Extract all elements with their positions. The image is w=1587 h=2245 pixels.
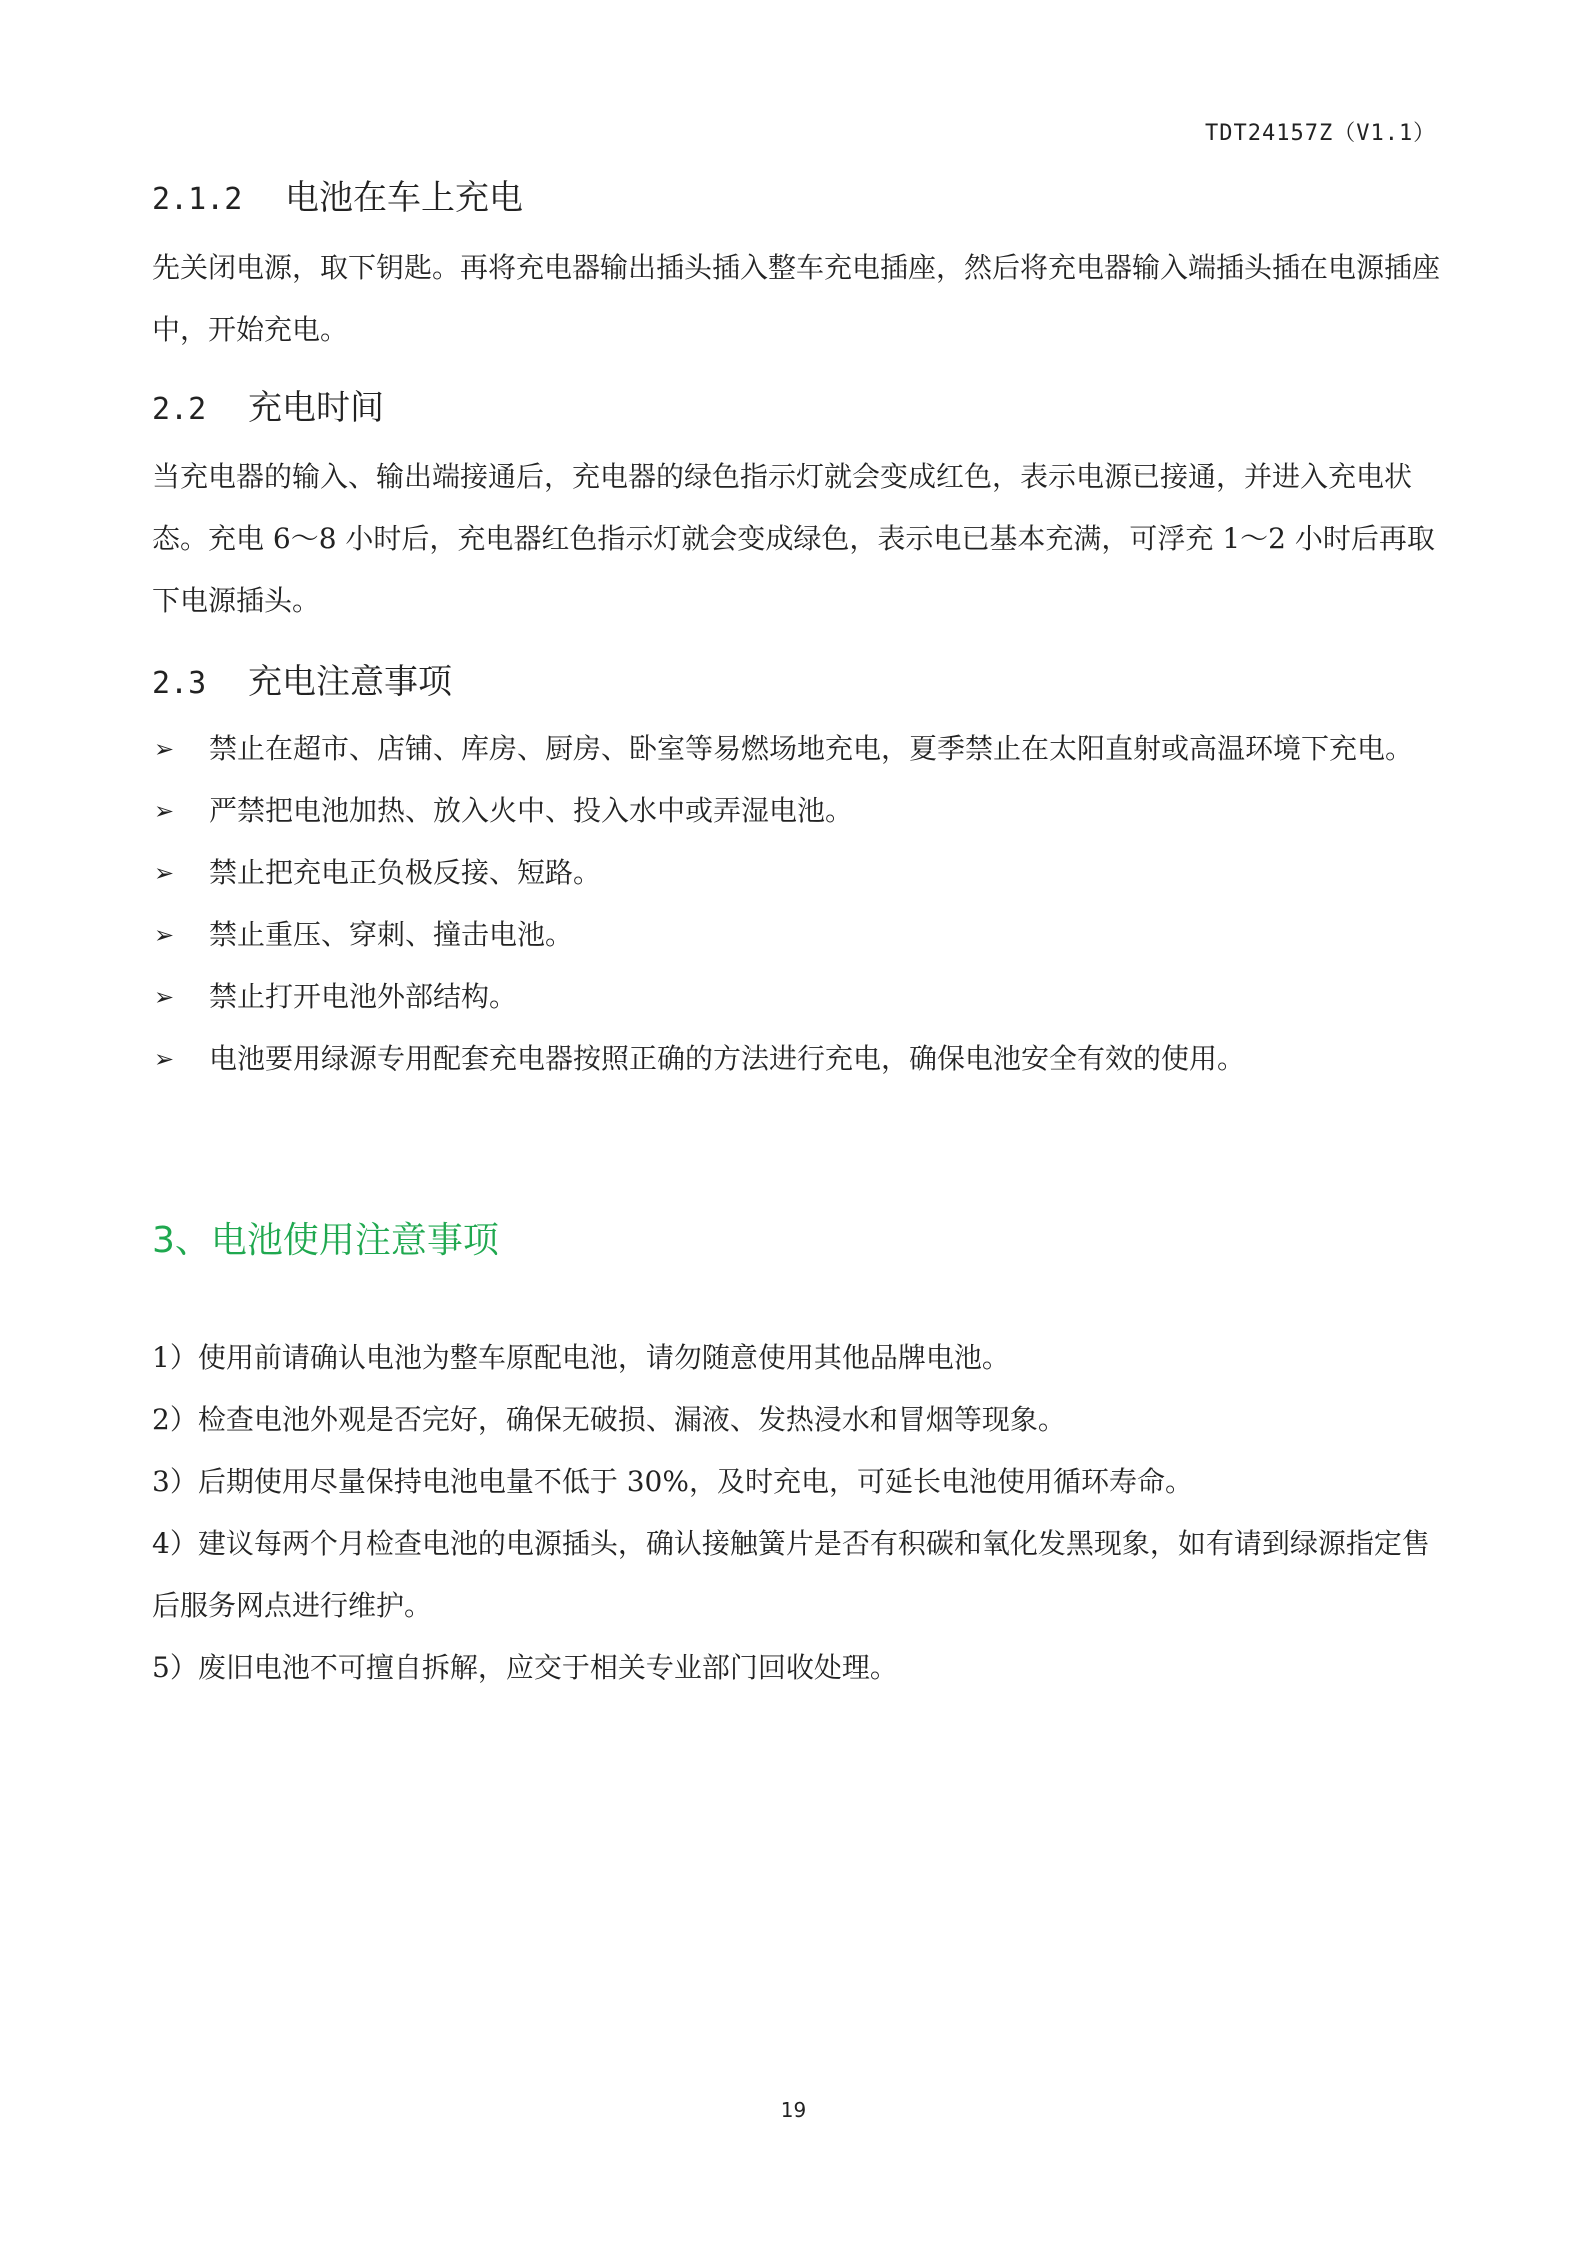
charging-precautions-list bbox=[152, 718, 1452, 1090]
list-item: 4）建议每两个月检查电池的电源插头，确认接触簧片是否有积碳和氧化发黑现象，如有请到绿源指定售后服务网点进行维护。 bbox=[152, 1527, 1430, 1622]
arrowhead-bullet-icon: ➢ bbox=[154, 921, 175, 949]
heading-number: 2.2 bbox=[152, 392, 207, 427]
list-item: ➢ 严禁把电池加热、放入火中、投入水中或弄湿电池。 bbox=[152, 780, 1452, 842]
arrowhead-bullet-icon: ➢ bbox=[154, 859, 175, 887]
list-item: ➢ 禁止把充电正负极反接、短路。 bbox=[152, 842, 1452, 904]
paragraph-charge-on-vehicle: 先关闭电源，取下钥匙。再将充电器输出插头插入整车充电插座，然后将充电器输入端插头插在电源插座中，开始充电。 bbox=[152, 251, 1441, 346]
list-item: ➢ 禁止打开电池外部结构。 bbox=[152, 966, 1452, 1028]
arrowhead-bullet-icon: ➢ bbox=[154, 983, 175, 1011]
arrowhead-bullet-icon: ➢ bbox=[154, 1045, 175, 1073]
heading-title: 电池在车上充电 bbox=[285, 178, 523, 218]
arrowhead-bullet-icon: ➢ bbox=[154, 735, 175, 763]
list-item: 2）检查电池外观是否完好，确保无破损、漏液、发热浸水和冒烟等现象。 bbox=[152, 1403, 1066, 1436]
document-code: TDT24157Z（V1.1） bbox=[1205, 121, 1437, 146]
list-item: 5）废旧电池不可擅自拆解，应交于相关专业部门回收处理。 bbox=[152, 1651, 898, 1684]
heading-number: 2.1.2 bbox=[152, 182, 243, 217]
list-item: ➢ 禁止重压、穿刺、撞击电池。 bbox=[152, 904, 1452, 966]
heading-title: 充电时间 bbox=[248, 388, 384, 428]
heading-2-1-2 bbox=[152, 170, 523, 219]
arrowhead-bullet-icon: ➢ bbox=[154, 797, 175, 825]
heading-number: 2.3 bbox=[152, 666, 207, 701]
list-item: 1）使用前请确认电池为整车原配电池，请勿随意使用其他品牌电池。 bbox=[152, 1341, 1010, 1374]
heading-2-2 bbox=[152, 380, 384, 429]
list-item: 3）后期使用尽量保持电池电量不低于 30%，及时充电，可延长电池使用循环寿命。 bbox=[152, 1465, 1193, 1498]
page-number: 19 bbox=[780, 2098, 807, 2122]
section-title-battery-usage: 3、电池使用注意事项 bbox=[152, 1220, 499, 1261]
battery-usage-list bbox=[152, 1327, 1452, 1699]
heading-2-3 bbox=[152, 654, 452, 703]
paragraph-charge-time: 当充电器的输入、输出端接通后，充电器的绿色指示灯就会变成红色，表示电源已接通，并进入充电状态。充电 6～8 小时后，充电器红色指示灯就会变成绿色，表示电已基本充满，可浮充 1～2 小时后再取下电源插头。 bbox=[152, 460, 1435, 617]
list-item: ➢ 电池要用绿源专用配套充电器按照正确的方法进行充电，确保电池安全有效的使用。 bbox=[152, 1028, 1452, 1090]
list-item: ➢ 禁止在超市、店铺、库房、厨房、卧室等易燃场地充电，夏季禁止在太阳直射或高温环境下充电。 bbox=[152, 718, 1452, 780]
heading-title: 充电注意事项 bbox=[248, 662, 452, 702]
